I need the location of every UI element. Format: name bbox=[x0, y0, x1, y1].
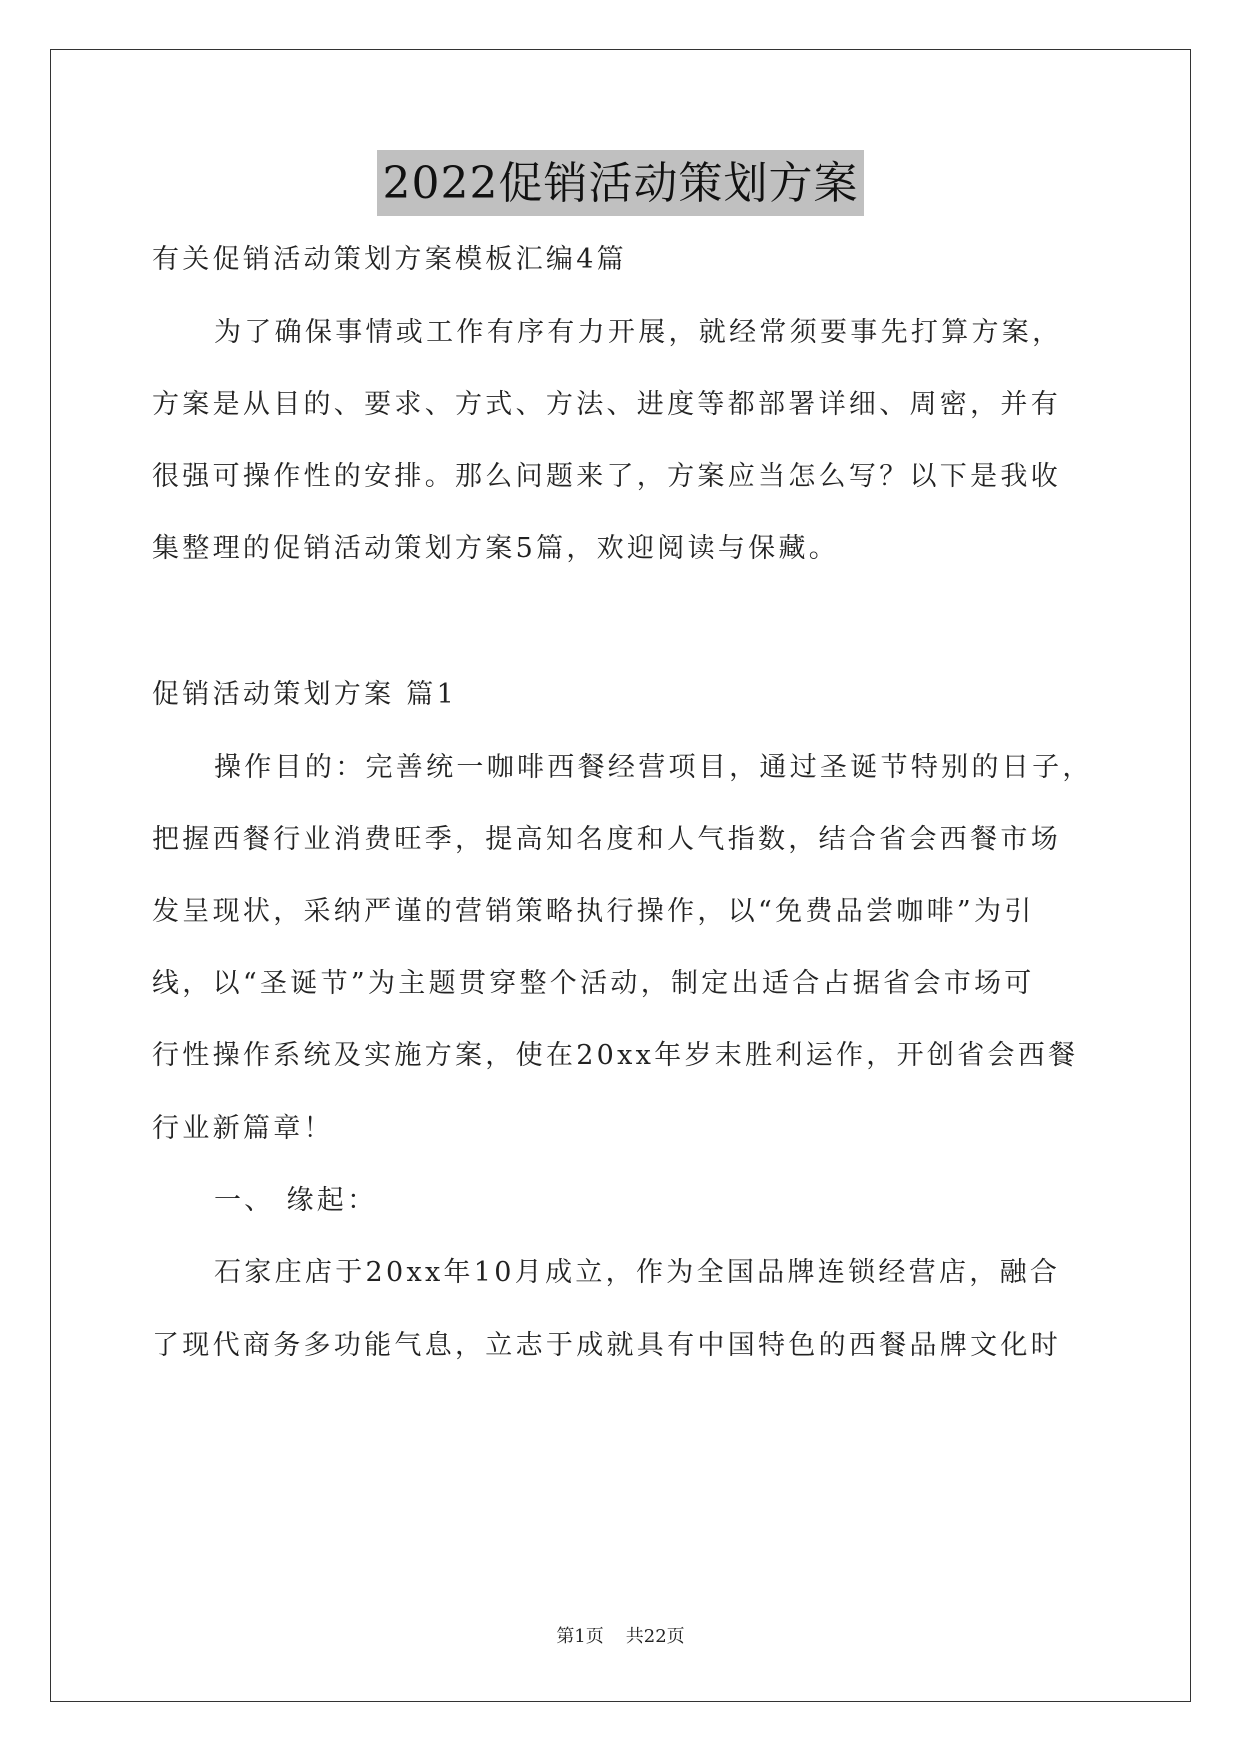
document-title: 2022促销活动策划方案 bbox=[377, 150, 865, 216]
intro-line-1: 为了确保事情或工作有序有力开展，就经常须要事先打算方案， bbox=[214, 317, 1063, 348]
purpose-line-5: 行性操作系统及实施方案，使在20xx年岁末胜利运作，开创省会西餐 bbox=[152, 1040, 1079, 1071]
purpose-line-2: 把握西餐行业消费旺季，提高知名度和人气指数，结合省会西餐市场 bbox=[152, 824, 1061, 855]
section-heading: 促销活动策划方案 篇1 bbox=[152, 679, 458, 710]
page-footer bbox=[0, 1622, 1241, 1648]
intro-line-2: 方案是从目的、要求、方式、方法、进度等都部署详细、周密，并有 bbox=[152, 389, 1061, 420]
title-container bbox=[0, 150, 1241, 216]
origin-heading: 一、 缘起： bbox=[214, 1185, 378, 1216]
purpose-line-6: 行业新篇章！ bbox=[152, 1113, 334, 1144]
purpose-line-1: 操作目的：完善统一咖啡西餐经营项目，通过圣诞节特别的日子， bbox=[214, 752, 1093, 783]
page-total: 共22页 bbox=[625, 1626, 685, 1647]
origin-line-1: 石家庄店于20xx年10月成立，作为全国品牌连锁经营店，融合 bbox=[214, 1257, 1061, 1288]
intro-line-3: 很强可操作性的安排。那么问题来了，方案应当怎么写？以下是我收 bbox=[152, 461, 1061, 492]
origin-line-2: 了现代商务多功能气息，立志于成就具有中国特色的西餐品牌文化时 bbox=[152, 1330, 1061, 1361]
purpose-line-4: 线，以“圣诞节”为主题贯穿整个活动，制定出适合占据省会市场可 bbox=[152, 968, 1035, 999]
purpose-line-3: 发呈现状，采纳严谨的营销策略执行操作，以“免费品尝咖啡”为引 bbox=[152, 896, 1035, 927]
intro-line-4: 集整理的促销活动策划方案5篇，欢迎阅读与保藏。 bbox=[152, 533, 840, 564]
page-border bbox=[50, 49, 1191, 1702]
page-number: 第1页 bbox=[556, 1626, 604, 1647]
subtitle: 有关促销活动策划方案模板汇编4篇 bbox=[152, 244, 627, 275]
